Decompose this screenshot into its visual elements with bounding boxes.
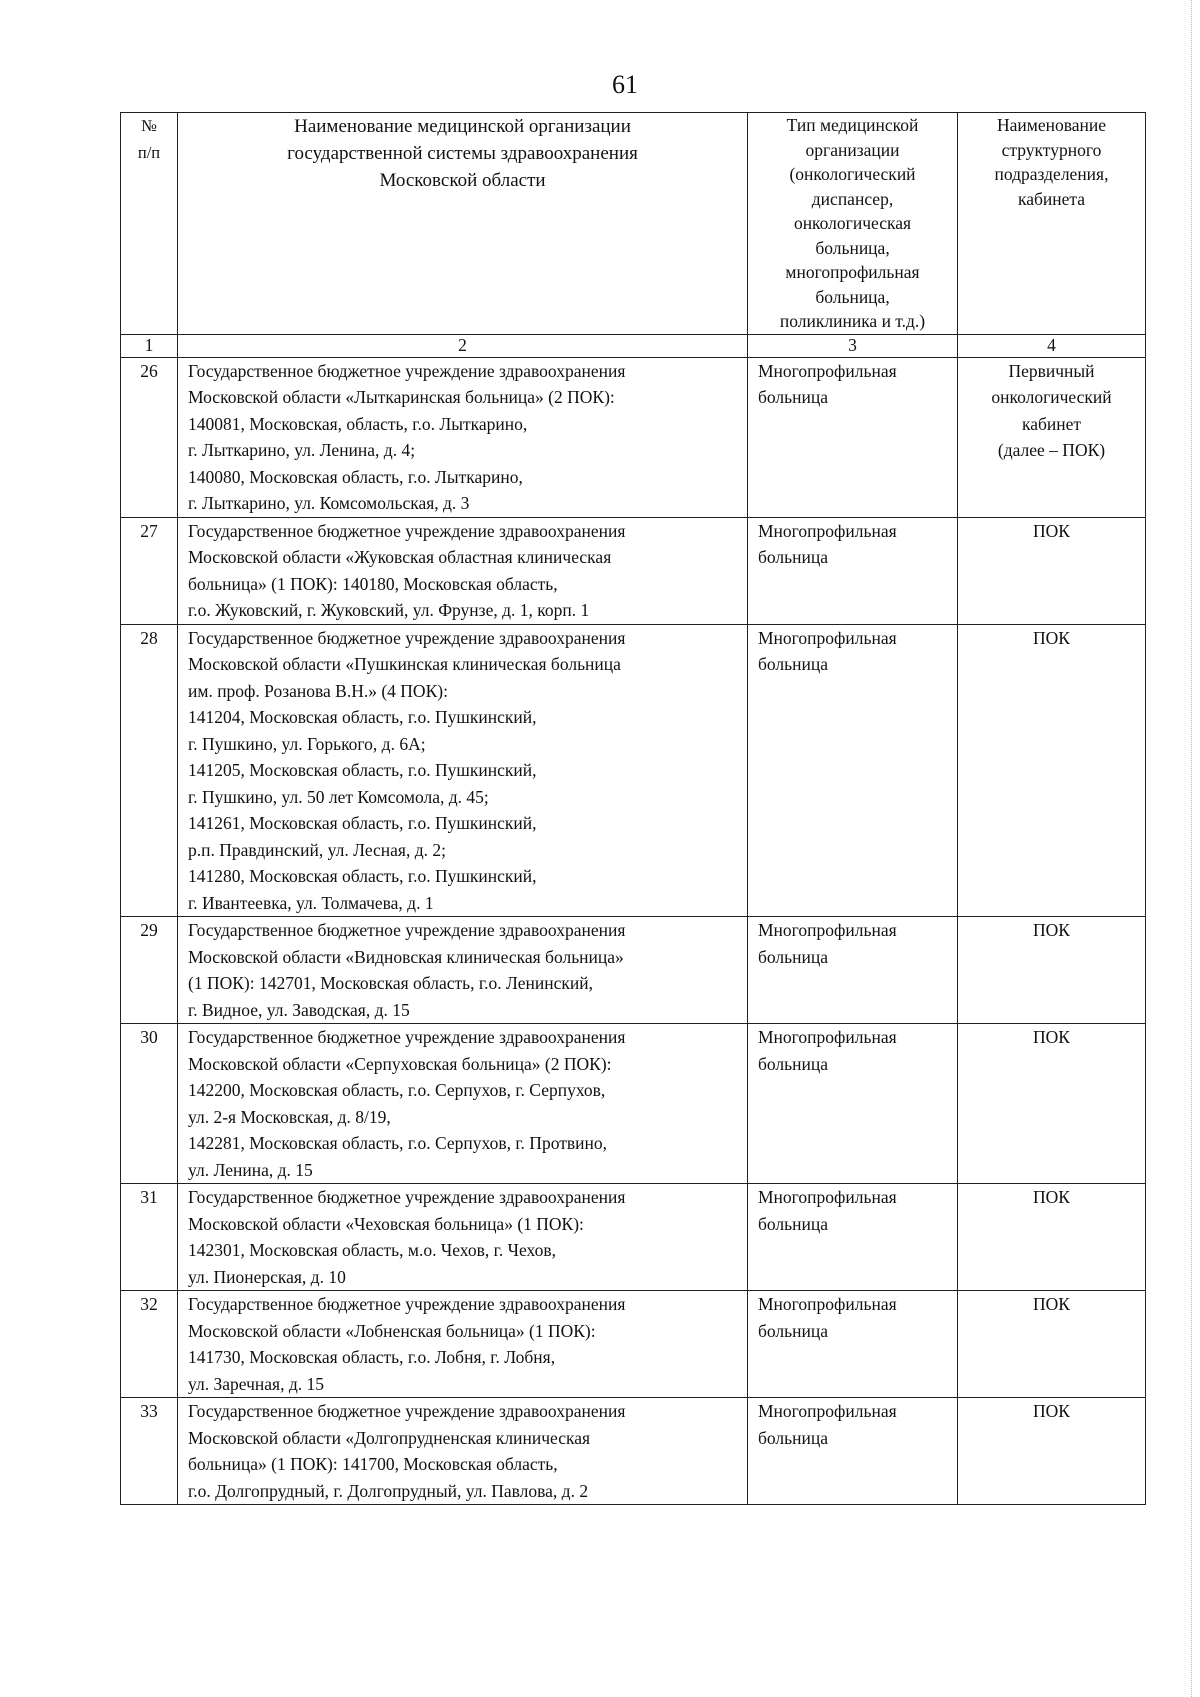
- org-name: Государственное бюджетное учреждение здравоохранения Московской области «Пушкинская клиническая больница им. проф. Розанова В.Н.» (4 ПОК): 141204, Московская область, г.о. Пушкинский, г. Пушкино, ул. Горького, д. 6А; 141205, Московская область, г.о. Пушкинский, г. Пушкино, ул. 50 лет Комсомола, д. 45; 141261, Московская область, г.о. Пушкинский, р.п. Правдинский, ул. Лесная, д. 2; 141280, Московская область, г.о. Пушкинский, г. Ивантеевка, ул. Толмачева, д. 1: [178, 624, 748, 917]
- org-type: Многопрофильная больница: [748, 1024, 958, 1184]
- table-header-row: [121, 113, 1146, 335]
- org-name: Государственное бюджетное учреждение здравоохранения Московской области «Чеховская больница» (1 ПОК): 142301, Московская область, м.о. Чехов, г. Чехов, ул. Пионерская, д. 10: [178, 1184, 748, 1291]
- medical-organizations-table: [120, 112, 1146, 1505]
- org-name: Государственное бюджетное учреждение здравоохранения Московской области «Жуковская областная клиническая больница» (1 ПОК): 140180, Московская область, г.о. Жуковский, г. Жуковский, ул. Фрунзе, д. 1, корп. 1: [178, 517, 748, 624]
- unit-name: Первичный онкологический кабинет (далее – ПОК): [958, 357, 1146, 517]
- unit-name: ПОК: [958, 1024, 1146, 1184]
- header-org-name: Наименование медицинской организации государственной системы здравоохранения Московской области: [178, 113, 748, 335]
- org-name: Государственное бюджетное учреждение здравоохранения Московской области «Долгопрудненская клиническая больница» (1 ПОК): 141700, Московская область, г.о. Долгопрудный, г. Долгопрудный, ул. Павлова, д. 2: [178, 1398, 748, 1505]
- unit-name: ПОК: [958, 917, 1146, 1024]
- org-name: Государственное бюджетное учреждение здравоохранения Московской области «Видновская клиническая больница» (1 ПОК): 142701, Московская область, г.о. Ленинский, г. Видное, ул. Заводская, д. 15: [178, 917, 748, 1024]
- row-number: 30: [121, 1024, 178, 1184]
- unit-name: ПОК: [958, 1398, 1146, 1505]
- row-number: 31: [121, 1184, 178, 1291]
- row-number: 28: [121, 624, 178, 917]
- header-unit-name: Наименование структурного подразделения, кабинета: [958, 113, 1146, 335]
- org-type: Многопрофильная больница: [748, 517, 958, 624]
- unit-name: ПОК: [958, 624, 1146, 917]
- org-type: Многопрофильная больница: [748, 1291, 958, 1398]
- org-name: Государственное бюджетное учреждение здравоохранения Московской области «Лобненская больница» (1 ПОК): 141730, Московская область, г.о. Лобня, г. Лобня, ул. Заречная, д. 15: [178, 1291, 748, 1398]
- header-org-type: Тип медицинской организации (онкологический диспансер, онкологическая больница, многопрофильная больница, поликлиника и т.д.): [748, 113, 958, 335]
- org-type: Многопрофильная больница: [748, 624, 958, 917]
- row-number: 32: [121, 1291, 178, 1398]
- table-row: [121, 1024, 1146, 1184]
- unit-name: ПОК: [958, 1291, 1146, 1398]
- table-row: [121, 357, 1146, 517]
- row-number: 29: [121, 917, 178, 1024]
- table-row: [121, 1291, 1146, 1398]
- scan-edge: [1190, 0, 1192, 1697]
- page-number: 61: [612, 70, 638, 99]
- org-type: Многопрофильная больница: [748, 1398, 958, 1505]
- org-type: Многопрофильная больница: [748, 917, 958, 1024]
- column-number: 2: [178, 334, 748, 357]
- column-number: 3: [748, 334, 958, 357]
- unit-name: ПОК: [958, 517, 1146, 624]
- row-number: 33: [121, 1398, 178, 1505]
- table-row: [121, 624, 1146, 917]
- table-row: [121, 1398, 1146, 1505]
- column-numbers-row: [121, 334, 1146, 357]
- row-number: 26: [121, 357, 178, 517]
- header-number: № п/п: [121, 113, 178, 335]
- org-name: Государственное бюджетное учреждение здравоохранения Московской области «Лыткаринская больница» (2 ПОК): 140081, Московская, область, г.о. Лыткарино, г. Лыткарино, ул. Ленина, д. 4; 140080, Московская область, г.о. Лыткарино, г. Лыткарино, ул. Комсомольская, д. 3: [178, 357, 748, 517]
- column-number: 4: [958, 334, 1146, 357]
- org-type: Многопрофильная больница: [748, 1184, 958, 1291]
- org-type: Многопрофильная больница: [748, 357, 958, 517]
- table-row: [121, 917, 1146, 1024]
- row-number: 27: [121, 517, 178, 624]
- org-name: Государственное бюджетное учреждение здравоохранения Московской области «Серпуховская больница» (2 ПОК): 142200, Московская область, г.о. Серпухов, г. Серпухов, ул. 2-я Московская, д. 8/19, 142281, Московская область, г.о. Серпухов, г. Протвино, ул. Ленина, д. 15: [178, 1024, 748, 1184]
- table-row: [121, 1184, 1146, 1291]
- unit-name: ПОК: [958, 1184, 1146, 1291]
- column-number: 1: [121, 334, 178, 357]
- table-row: [121, 517, 1146, 624]
